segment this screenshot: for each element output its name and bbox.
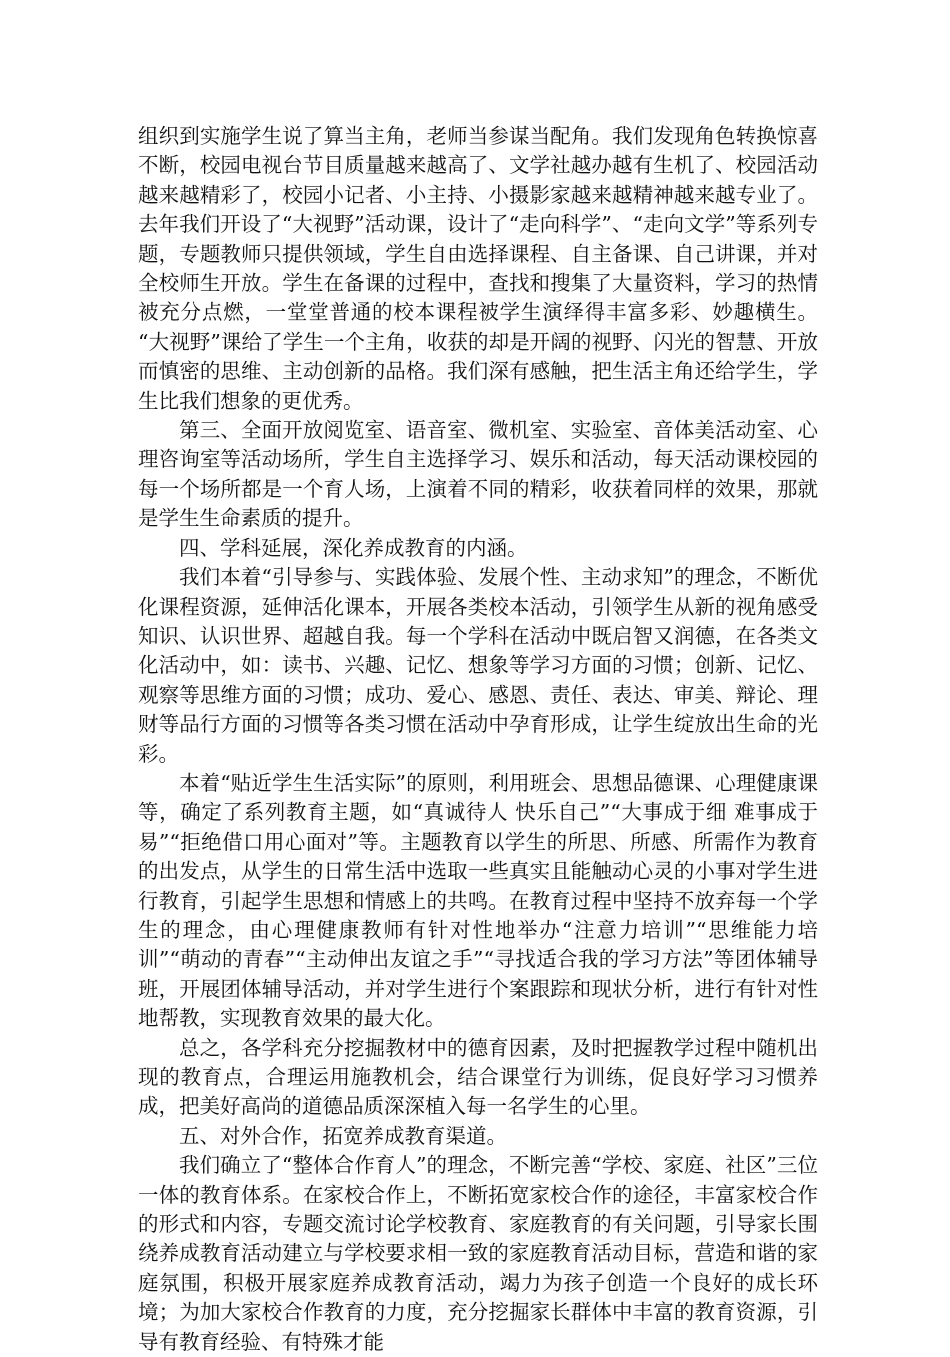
paragraph-1: 组织到实施学生说了算当主角，老师当参谋当配角。我们发现角色转换惊喜不断，校园电视台节目质量越来越高了、文学社越办越有生机了、校园活动越来越精彩了，校园小记者、小主持、小摄影家越来越精神越来越专业了。去年我们开设了“大视野”活动课，设计了“走向科学”、“走向文学”等系列专题，专题教师只提供领域，学生自由选择课程、自主备课、自己讲课，并对全校师生开放。学生在备课的过程中，查找和搜集了大量资料，学习的热情被充分点燃，一堂堂普通的校本课程被学生演绎得丰富多彩、妙趣横生。 “大视野”课给了学生一个主角，收获的却是开阔的视野、闪光的智慧、开放而慎密的思维、主动创新的品格。我们深有感触，把生活主角还给学生，学生比我们想象的更优秀。 — [138, 124, 818, 413]
paragraph-5: 总之，各学科充分挖掘教材中的德育因素，及时把握教学过程中随机出现的教育点，合理运用施教机会，结合课堂行为训练，促良好学习习惯养成，把美好高尚的道德品质深深植入每一名学生的心里。 — [138, 1035, 818, 1119]
paragraph-3: 我们本着“引导参与、实践体验、发展个性、主动求知”的理念，不断优化课程资源，延伸活化课本，开展各类校本活动，引领学生从新的视角感受知识、认识世界、超越自我。每一个学科在活动中既启智又润德，在各类文化活动中，如：读书、兴趣、记忆、想象等学习方面的习惯；创新、记忆、观察等思维方面的习惯；成功、爱心、感恩、责任、表达、审美、辩论、理财等品行方面的习惯等各类习惯在活动中孕育形成，让学生绽放出生命的光彩。 — [138, 565, 818, 766]
document-body — [138, 122, 818, 1357]
section-heading-4: 四、学科延展，深化养成教育的内涵。 — [179, 535, 528, 560]
paragraph-6: 我们确立了“整体合作育人”的理念，不断完善“学校、家庭、社区”三位一体的教育体系。在家校合作上，不断拓宽家校合作的途径，丰富家校合作的形式和内容，专题交流讨论学校教育、家庭教育的有关问题，引导家长围绕养成教育活动建立与学校要求相一致的家庭教育活动目标，营造和谐的家庭氛围，积极开展家庭养成教育活动，竭力为孩子创造一个良好的成长环境；为加大家校合作教育的力度，充分挖掘家长群体中丰富的教育资源，引导有教育经验、有特殊才能 — [138, 1153, 818, 1354]
section-heading-5: 五、对外合作，拓宽养成教育渠道。 — [179, 1123, 507, 1148]
paragraph-4: 本着“贴近学生生活实际”的原则，利用班会、思想品德课、心理健康课等，确定了系列教育主题，如“真诚待人 快乐自己”“大事成于细 难事成于易”“拒绝借口用心面对”等。主题教育以学生的所思、所感、所需作为教育的出发点，从学生的日常生活中选取一些真实且能触动心灵的小事对学生进行教育，引起学生思想和情感上的共鸣。在教育过程中坚持不放弃每一个学生的理念，由心理健康教师有针对性地举办“注意力培训”“思维能力培训”“萌动的青春”“主动伸出友谊之手”“寻找适合我的学习方法”等团体辅导班，开展团体辅导活动，并对学生进行个案跟踪和现状分析，进行有针对性地帮教，实现教育效果的最大化。 — [138, 770, 818, 1031]
paragraph-2: 第三、全面开放阅览室、语音室、微机室、实验室、音体美活动室、心理咨询室等活动场所，学生自主选择学习、娱乐和活动，每天活动课校园的每一个场所都是一个育人场，上演着不同的精彩，收获着同样的效果，那就是学生生命素质的提升。 — [138, 418, 818, 531]
